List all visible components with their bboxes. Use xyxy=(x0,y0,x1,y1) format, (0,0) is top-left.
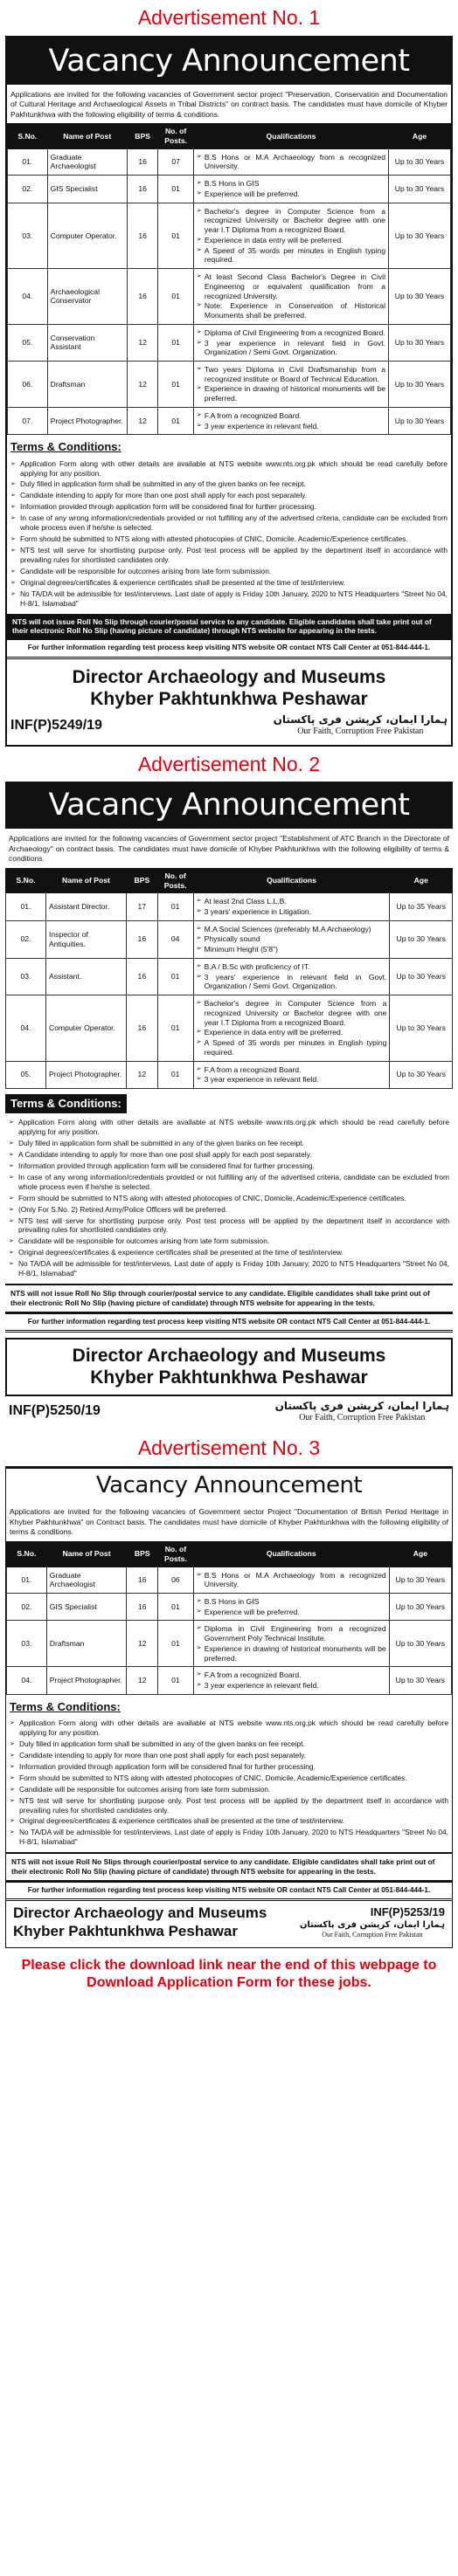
qualification-item: ➢ Experience will be preferred. xyxy=(197,1608,386,1617)
cell-sno: 04. xyxy=(7,1667,47,1694)
inf-number: INF(P)5249/19 xyxy=(10,717,102,733)
further-info: For further information regarding test process keep visiting NTS website OR contact NTS Call Center at 051-844-444-1. xyxy=(7,639,451,658)
ad-heading: Advertisement No. 2 xyxy=(137,752,321,775)
vacancy-banner: Vacancy Announcement xyxy=(5,782,453,829)
vacancy-banner: Vacancy Announcement xyxy=(6,1467,452,1503)
cell-sno: 01. xyxy=(7,1567,47,1593)
inf-number: INF(P)5250/19 xyxy=(9,1403,101,1419)
motto-urdu: ہمارا ایمان، کرپشن فری پاکستان xyxy=(274,1399,449,1412)
cell-post: Project Photographer. xyxy=(45,1061,126,1088)
term-item: ➢ Candidate will be responsible for outcomes arising from late form submission. xyxy=(10,1785,448,1794)
cell-posts: 01 xyxy=(158,1621,194,1667)
cell-bps: 16 xyxy=(126,958,157,995)
qualification-item: ➢ Bachelor's degree in Computer Science from a recognized University or Bachelor degree with one year I.T Diploma from a recognized Board. xyxy=(197,207,385,235)
director-title xyxy=(5,1338,453,1395)
inf-number: INF(P)5253/19 xyxy=(370,1905,445,1919)
column-header: S.No. xyxy=(6,868,46,892)
table-row xyxy=(8,148,451,175)
cell-sno: 07. xyxy=(8,407,48,434)
cell-age: Up to 35 Years xyxy=(390,893,453,920)
cell-posts: 01 xyxy=(158,407,194,434)
column-header: BPS xyxy=(127,1542,158,1567)
cell-age: Up to 30 Years xyxy=(389,1621,451,1667)
term-item: ➢ Application Form along with other details are available at NTS website www.nts.org.pk which should be read carefully before applying for any position. xyxy=(9,1118,449,1137)
qualification-item: ➢ F.A from a recognized Board. xyxy=(197,1670,386,1680)
qualification-item: ➢ Physically sound xyxy=(197,934,387,944)
qualification-item: ➢ Note: Experience in Conservation of Historical Monuments shall be preferred. xyxy=(197,301,385,320)
cell-bps: 12 xyxy=(126,1061,157,1088)
cell-posts: 01 xyxy=(157,995,193,1061)
cell-bps: 17 xyxy=(126,893,157,920)
cell-age: Up to 30 Years xyxy=(389,203,451,268)
term-item: ➢ Form should be submitted to NTS along with attested photocopies of CNIC, Domicile, Academic/Experience certificates. xyxy=(10,1774,448,1783)
table-row xyxy=(6,995,453,1061)
term-item: ➢ Duly filled in application form shall be submitted in any of the given banks on fee receipt. xyxy=(9,1139,449,1148)
qualification-item: ➢ F.A from a recognized Board. xyxy=(197,1065,387,1075)
cell-posts: 01 xyxy=(157,1061,193,1088)
cell-age: Up to 30 Years xyxy=(389,1667,451,1694)
motto-urdu: ہمارا ایمان، کرپشن فری پاکستان xyxy=(273,713,448,726)
qualification-item: ➢ Experience will be preferred. xyxy=(197,189,385,199)
term-item: ➢ Candidate intending to apply for more than one post shall apply for each post separately. xyxy=(10,1751,448,1760)
ad-2 xyxy=(0,747,458,1431)
table-row xyxy=(7,1667,452,1694)
cell-age: Up to 30 Years xyxy=(389,407,451,434)
director-line-1: Director Archaeology and Museums xyxy=(72,666,386,687)
qualification-item: ➢ B.S Hons in GIS xyxy=(197,1597,386,1607)
motto-english: Our Faith, Corruption Free Pakistan xyxy=(297,727,424,736)
cell-posts: 01 xyxy=(158,324,194,361)
cell-age: Up to 30 Years xyxy=(389,1567,451,1593)
cell-posts: 04 xyxy=(157,920,193,958)
cell-posts: 07 xyxy=(158,148,194,175)
table-row xyxy=(8,407,451,434)
table-row xyxy=(7,1567,452,1593)
qualification-item: ➢ A Speed of 35 words per minutes in English typing required. xyxy=(197,246,385,265)
qualification-item: ➢ 3 years' experience in relevant field in Govt. Organization / Semi Govt. Organization. xyxy=(197,973,387,991)
column-header: Name of Post xyxy=(45,868,126,892)
qualification-item: ➢ Experience in data entry will be preferred. xyxy=(197,236,385,245)
cell-qualifications xyxy=(193,1061,390,1088)
cell-post: Computer Operator. xyxy=(47,203,127,268)
cell-qualifications xyxy=(193,324,388,361)
cell-post: Computer Operator. xyxy=(45,995,126,1061)
cell-age: Up to 30 Years xyxy=(389,1594,451,1621)
cell-sno: 05. xyxy=(6,1061,46,1088)
qualification-item: ➢ F.A from a recognized Board. xyxy=(197,411,385,421)
qualification-item: ➢ Experience in drawing of historical monuments will be preferred. xyxy=(197,384,385,403)
term-item: ➢ Duly filled in application form shall be submitted in any of the given banks on fee receipt. xyxy=(10,1739,448,1749)
cell-posts: 01 xyxy=(158,1594,194,1621)
cell-sno: 03. xyxy=(7,1621,47,1667)
term-item: ➢ NTS test will serve for shortlisting purpose only. Post test process will be applied by the department itself in accordance with prevailing rules for shortlisted candidates only. xyxy=(10,1796,448,1815)
director-line-2: Khyber Pakhtunkhwa Peshawar xyxy=(90,1367,368,1388)
table-row xyxy=(7,1594,452,1621)
table-header-row xyxy=(6,868,453,892)
motto-logo xyxy=(274,713,448,738)
table-row xyxy=(8,361,451,407)
terms-list xyxy=(5,1118,453,1278)
qualification-item: ➢ B.S Hons or M.A Archaeology from a recognized University. xyxy=(197,1571,386,1589)
qualification-item: ➢ B.S Hons or M.A Archaeology from a recognized University. xyxy=(197,153,385,171)
director-line-2: Khyber Pakhtunkhwa Peshawar xyxy=(90,688,368,709)
table-header-row xyxy=(7,1542,452,1567)
qualification-item: ➢ Minimum Height (5'8") xyxy=(197,945,387,954)
column-header: Age xyxy=(389,1542,451,1567)
cell-age: Up to 30 Years xyxy=(390,958,453,995)
cell-posts: 06 xyxy=(158,1567,194,1593)
column-header: No. of Posts. xyxy=(157,868,193,892)
term-item: ➢ Information provided through application form will be considered final for further processing. xyxy=(10,502,448,512)
cell-posts: 01 xyxy=(158,361,194,407)
term-item: ➢ Candidate intending to apply for more than one post shall apply for each post separately. xyxy=(10,491,448,500)
terms-heading: Terms & Conditions: xyxy=(5,1094,127,1113)
ad-heading: Advertisement No. 1 xyxy=(137,6,321,29)
terms-heading: Terms & Conditions: xyxy=(10,1699,121,1713)
cell-post: Assistant Director. xyxy=(45,893,126,920)
cell-bps: 12 xyxy=(127,407,157,434)
cell-sno: 02. xyxy=(6,920,46,958)
qualification-item: ➢ At least Second Class Bachelor's Degree in Civil Engineering or equivalent qualification from a recognized University. xyxy=(197,272,385,300)
cell-bps: 16 xyxy=(126,920,157,958)
cell-post: Assistant. xyxy=(45,958,126,995)
cell-sno: 02. xyxy=(7,1594,47,1621)
column-header: Qualifications xyxy=(193,124,388,148)
term-item: ➢ Information provided through application form will be considered final for further processing. xyxy=(10,1762,448,1772)
cell-posts: 01 xyxy=(157,893,193,920)
term-item: ➢ Information provided through application form will be considered final for further processing. xyxy=(9,1161,449,1171)
term-item: ➢ Duly filled in application form shall be submitted in any of the given banks on fee receipt. xyxy=(10,479,448,489)
cell-bps: 12 xyxy=(127,324,157,361)
cell-qualifications xyxy=(193,1567,389,1593)
cell-sno: 01. xyxy=(8,148,48,175)
term-item: ➢ Application Form along with other details are available at NTS website www.nts.org.pk which should be read carefully before applying for any position. xyxy=(10,1718,448,1738)
table-row xyxy=(8,269,451,325)
term-item: ➢ No TA/DA will be admissible for test/interviews. Last date of apply is Friday 10th January, 2020 to NTS Headquarters "Street No 04, H-8/1, Islamabad" xyxy=(9,1259,449,1278)
qualification-item: ➢ B.S Hons in GIS xyxy=(197,179,385,189)
vacancy-banner: Vacancy Announcement xyxy=(7,38,451,85)
cell-sno: 06. xyxy=(8,361,48,407)
term-item: ➢ In case of any wrong information/credentials provided or not fulfilling any of the advertised criteria, candidate can be excluded from whole process even if he/she is selected. xyxy=(9,1173,449,1192)
cell-posts: 01 xyxy=(158,203,194,268)
table-row xyxy=(6,920,453,958)
cell-bps: 16 xyxy=(127,148,157,175)
cell-age: Up to 30 Years xyxy=(390,920,453,958)
intro-text: Applications are invited for the following vacancies of Government sector Project "Documentation of British Period Heritage in Khyber Pakhtunkhwa" on Contract basis. The candidates must have domicile of Khyber Pakhtunkhwa with the following eligibility of terms & conditions. xyxy=(10,1507,448,1537)
cell-post: Inspector of Antiquities. xyxy=(45,920,126,958)
qualification-item: ➢ B.A / B.Sc with proficiency of IT. xyxy=(197,962,387,972)
cell-post: Draftsman xyxy=(46,1621,127,1667)
cell-qualifications xyxy=(193,176,388,203)
cell-bps: 16 xyxy=(127,203,157,268)
ad-1 xyxy=(0,0,458,747)
vacancy-table xyxy=(6,1541,452,1695)
qualification-item: ➢ 3 year experience in relevant field. xyxy=(197,1681,386,1691)
vacancy-table xyxy=(7,123,451,435)
term-item: ➢ Candidate will be responsible for outcomes arising from late form submission. xyxy=(10,567,448,576)
cell-qualifications xyxy=(193,1621,389,1667)
column-header: Qualifications xyxy=(193,868,390,892)
cell-sno: 01. xyxy=(6,893,46,920)
cell-qualifications xyxy=(193,269,388,325)
download-note: Please click the download link near the end of this webpage to Download Application Form for these jobs. xyxy=(21,1958,437,1991)
cell-qualifications xyxy=(193,995,390,1061)
term-item: ➢ NTS test will serve for shortlisting purpose only. Post test process will be applied by the department itself in accordance with prevailing rules for shortlisted candidates only. xyxy=(10,546,448,565)
cell-post: GIS Specialist xyxy=(47,176,127,203)
column-header: BPS xyxy=(126,868,157,892)
qualification-item: ➢ 3 year experience in relevant field in Govt. Organization / Semi Govt. Organization. xyxy=(197,339,385,357)
cell-posts: 01 xyxy=(157,958,193,995)
column-header: Age xyxy=(389,124,451,148)
term-item: ➢ Original degrees/certificates & experience certificates shall be presented at the time of test/interview. xyxy=(9,1248,449,1257)
term-item: ➢ Application Form along with other details are available at NTS website www.nts.org.pk which should be read carefully before applying for any position. xyxy=(10,459,448,479)
vacancy-table xyxy=(5,868,453,1089)
cell-qualifications xyxy=(193,958,390,995)
cell-post: Project Photographer. xyxy=(47,407,127,434)
motto-logo xyxy=(275,1400,449,1424)
column-header: S.No. xyxy=(7,1542,47,1567)
cell-bps: 16 xyxy=(126,995,157,1061)
cell-age: Up to 30 Years xyxy=(390,1061,453,1088)
table-row xyxy=(8,176,451,203)
cell-qualifications xyxy=(193,361,388,407)
roll-no-notice: NTS will not issue Roll No Slip through courier/postal service to any candidate. Eligible candidates shall take print out of their electronic Roll No Slip (having picture of candidate) through NTS website for appearing in the tests. xyxy=(5,1284,453,1313)
further-info: For further information regarding test process keep visiting NTS website OR contact NTS Call Center at 051-844-444-1. xyxy=(6,1882,452,1901)
cell-age: Up to 30 Years xyxy=(390,995,453,1061)
qualification-item: ➢ Experience in data entry will be preferred. xyxy=(197,1028,387,1037)
director-title xyxy=(7,659,451,710)
qualification-item: ➢ At least 2nd Class L.L.B. xyxy=(197,897,387,906)
cell-age: Up to 30 Years xyxy=(389,269,451,325)
qualification-item: ➢ Bachelor's degree in Computer Science from a recognized University or Bachelor degree with one year I.T Diploma from a recognized Board. xyxy=(197,999,387,1027)
term-item: ➢ Original degrees/certificates & experience certificates shall be presented at the time of test/interview. xyxy=(10,1816,448,1826)
motto-english: Our Faith, Corruption Free Pakistan xyxy=(299,1412,426,1422)
cell-age: Up to 30 Years xyxy=(389,148,451,175)
cell-age: Up to 30 Years xyxy=(389,176,451,203)
qualification-item: ➢ 3 year experience in relevant field. xyxy=(197,422,385,431)
intro-text: Applications are invited for the following vacancies of Government sector project "Preservation, Conservation and Documentation of Cultural Heritage and Archaeological Assets in Tribal Districts" on contract basis. The candidates must have domicile of Khyber Pakhtunkhwa with the following eligibility of terms & conditions. xyxy=(10,89,448,119)
motto-logo xyxy=(300,1920,445,1940)
cell-post: Graduate Archaeologist xyxy=(47,148,127,175)
table-row xyxy=(6,958,453,995)
cell-sno: 02. xyxy=(8,176,48,203)
term-item: ➢ A Candidate intending to apply for more than one post shall apply for each post separately. xyxy=(9,1150,449,1160)
table-row xyxy=(8,324,451,361)
cell-sno: 04. xyxy=(6,995,46,1061)
column-header: Name of Post xyxy=(47,124,127,148)
qualification-item: ➢ Two years Diploma in Civil Draftsmanship from a recognized institute or Board of Technical Education. xyxy=(197,365,385,383)
term-item: ➢ Candidate will be responsible for outcomes arising from late form submission. xyxy=(9,1236,449,1246)
cell-post: Draftsman xyxy=(47,361,127,407)
cell-qualifications xyxy=(193,1594,389,1621)
qualification-item: ➢ 3 years' experience in Litigation. xyxy=(197,907,387,917)
cell-sno: 04. xyxy=(8,269,48,325)
cell-age: Up to 30 Years xyxy=(389,361,451,407)
cell-post: GIS Specialist xyxy=(46,1594,127,1621)
cell-posts: 01 xyxy=(158,176,194,203)
cell-bps: 12 xyxy=(127,1621,158,1667)
column-header: No. of Posts. xyxy=(158,1542,194,1567)
cell-post: Graduate Archaeologist xyxy=(46,1567,127,1593)
cell-age: Up to 30 Years xyxy=(389,324,451,361)
cell-post: Project Photographer. xyxy=(46,1667,127,1694)
term-item: ➢ No TA/DA will be admissible for test/interviews. Last date of apply is Friday 10th January, 2020 to NTS Headquarters "Street No 04, H-8/1, Islamabad" xyxy=(10,1828,448,1847)
cell-bps: 12 xyxy=(127,361,157,407)
motto-urdu: ہمارا ایمان، کرپشن فری پاکستان xyxy=(299,1919,445,1930)
cell-qualifications xyxy=(193,407,388,434)
column-header: No. of Posts. xyxy=(158,124,194,148)
terms-heading: Terms & Conditions: xyxy=(10,440,121,454)
terms-list xyxy=(6,1718,452,1847)
qualification-item: ➢ Diploma of Civil Engineering from a recognized Board. xyxy=(197,328,385,338)
cell-bps: 16 xyxy=(127,1567,158,1593)
cell-sno: 03. xyxy=(8,203,48,268)
intro-text: Applications are invited for the following vacancies of Government sector project "Establishment of ATC Branch in the Directorate of Archaeology" on contract basis. The candidates must have domicile of Khyber Pakhtunkhwa with the following eligibility of terms & conditions. xyxy=(9,834,449,864)
cell-posts: 01 xyxy=(158,1667,194,1694)
term-item: ➢ In case of any wrong information/credentials provided or not fulfilling any of the advertised criteria, candidate can be excluded from whole process even if he/she is selected. xyxy=(10,513,448,533)
ad-3 xyxy=(0,1430,458,1948)
cell-post: Archaeological Conservator xyxy=(47,269,127,325)
further-info: For further information regarding test process keep visiting NTS website OR contact NTS Call Center at 051-844-444-1. xyxy=(5,1313,453,1333)
cell-posts: 01 xyxy=(158,269,194,325)
term-item: ➢ No TA/DA will be admissible for test/interviews. Last date of apply is Friday 10th January, 2020 to NTS Headquarters "Street No 04, H-8/1, Islamabad" xyxy=(10,589,448,609)
qualification-item: ➢ Diploma in Civil Engineering from a recognized Government Poly Technical Institute. xyxy=(197,1624,386,1643)
roll-no-notice: NTS will not issue Roll No Slip through courier/postal service to any candidate. Eligible candidates shall take print out of their electronic Roll No Slip (having picture of candidate) through NTS website for appearing in the tests. xyxy=(7,614,451,640)
director-line-2: Khyber Pakhtunkhwa Peshawar xyxy=(13,1922,238,1939)
table-row xyxy=(6,1061,453,1088)
cell-qualifications xyxy=(193,920,390,958)
term-item: ➢ Form should be submitted to NTS along with attested photocopies of CNIC, Domicile, Academic/Experience certificates. xyxy=(10,534,448,544)
term-item: ➢ Original degrees/certificates & experience certificates shall be presented at the time of test/interview. xyxy=(10,578,448,588)
qualification-item: ➢ A Speed of 35 words per minutes in English typing required. xyxy=(197,1038,387,1057)
cell-sno: 03. xyxy=(6,958,46,995)
term-item: ➢ (Only For S.No. 2) Retired Army/Police Officers will be preferred. xyxy=(9,1205,449,1215)
cell-sno: 05. xyxy=(8,324,48,361)
cell-bps: 16 xyxy=(127,176,157,203)
term-item: ➢ NTS test will serve for shortlisting purpose only. Post test process will be applied by the department itself in accordance with prevailing rules for shortlisted candidates only. xyxy=(9,1216,449,1236)
cell-bps: 16 xyxy=(127,269,157,325)
table-header-row xyxy=(8,124,451,148)
qualification-item: ➢ M.A Social Sciences (preferably M.A Archaeology) xyxy=(197,925,387,934)
table-row xyxy=(8,203,451,268)
roll-no-notice: NTS will not issue Roll No Slips through courier/postal service to any candidate. Eligible candidates shall take print out of their electronic Roll No Slip (having picture of candidate) through NTS website for appearing in the tests. xyxy=(6,1852,452,1882)
cell-qualifications xyxy=(193,1667,389,1694)
table-row xyxy=(6,893,453,920)
qualification-item: ➢ Experience in drawing of historical monuments will be preferred. xyxy=(197,1644,386,1663)
column-header: Name of Post xyxy=(46,1542,127,1567)
cell-qualifications xyxy=(193,148,388,175)
terms-list xyxy=(7,459,451,609)
cell-post: Conservation Assistant xyxy=(47,324,127,361)
column-header: BPS xyxy=(127,124,157,148)
cell-qualifications xyxy=(193,203,388,268)
table-row xyxy=(7,1621,452,1667)
director-line-1: Director Archaeology and Museums xyxy=(72,1346,386,1367)
cell-bps: 12 xyxy=(127,1667,158,1694)
column-header: S.No. xyxy=(8,124,48,148)
director-title xyxy=(13,1904,267,1940)
cell-bps: 16 xyxy=(127,1594,158,1621)
term-item: ➢ Form should be submitted to NTS along with attested photocopies of CNIC, Domicile, Academic/Experience certificates. xyxy=(9,1194,449,1203)
cell-qualifications xyxy=(193,893,390,920)
qualification-item: ➢ 3 year experience in relevant field. xyxy=(197,1075,387,1085)
column-header: Age xyxy=(390,868,453,892)
column-header: Qualifications xyxy=(193,1542,389,1567)
director-line-1: Director Archaeology and Museums xyxy=(13,1904,267,1922)
motto-english: Our Faith, Corruption Free Pakistan xyxy=(322,1931,423,1939)
ad-heading: Advertisement No. 3 xyxy=(137,1436,321,1460)
